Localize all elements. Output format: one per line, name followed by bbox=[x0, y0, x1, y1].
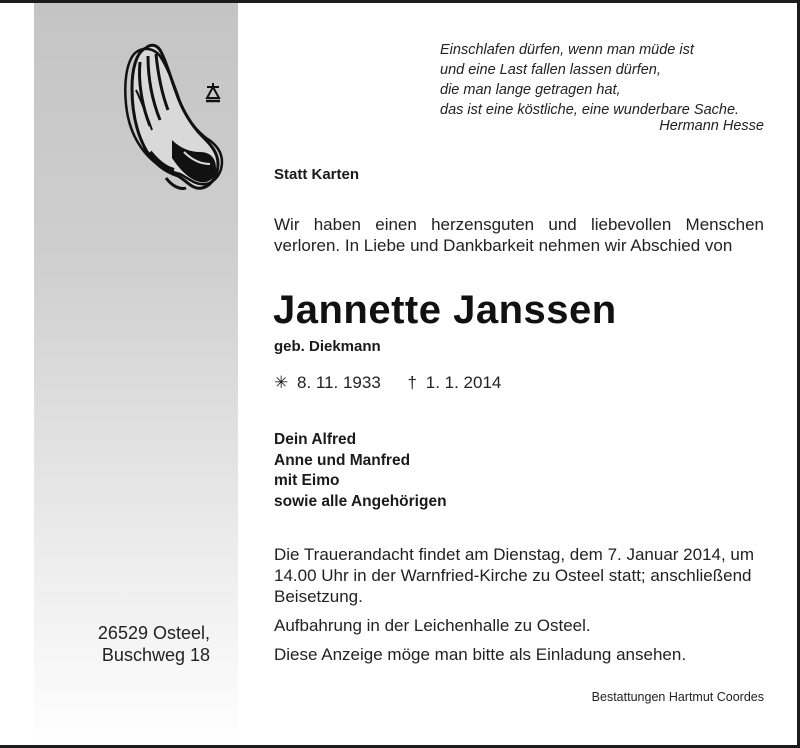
mourners-list bbox=[274, 430, 447, 512]
service-line: 14.00 Uhr in der Warnfried-Kirche zu Osteel statt; anschließend bbox=[274, 566, 752, 585]
address-line-2: Buschweg 18 bbox=[101, 645, 210, 665]
epigraph bbox=[440, 40, 766, 120]
epigraph-author: Hermann Hesse bbox=[659, 118, 764, 134]
epigraph-line: Einschlafen dürfen, wenn man müde ist bbox=[440, 42, 694, 58]
mourner-line: sowie alle Angehörigen bbox=[274, 492, 447, 510]
intro-line: Wir haben einen herzensguten und liebevollen Menschen bbox=[274, 215, 764, 234]
viewing-info: Aufbahrung in der Leichenhalle zu Osteel. bbox=[274, 616, 591, 635]
address-line-1: 26529 Osteel, bbox=[97, 623, 210, 643]
intro-text bbox=[274, 214, 764, 256]
service-line: Die Trauerandacht findet am Dienstag, dem 7. Januar 2014, um bbox=[274, 545, 755, 564]
service-info bbox=[274, 544, 766, 673]
birth-star-icon: ✳ bbox=[274, 373, 289, 392]
invitation-note: Diese Anzeige möge man bitte als Einladung ansehen. bbox=[274, 645, 687, 664]
service-line: Beisetzung. bbox=[274, 587, 363, 606]
deceased-name: Jannette Janssen bbox=[273, 288, 617, 332]
intro-line: verloren. In Liebe und Dankbarkeit nehmen wir Abschied von bbox=[274, 236, 733, 255]
death-date: 1. 1. 2014 bbox=[425, 373, 502, 392]
mourner-line: mit Eimo bbox=[274, 472, 340, 489]
epigraph-line: und eine Last fallen lassen dürfen, bbox=[440, 62, 661, 78]
birth-name: geb. Diekmann bbox=[274, 338, 381, 355]
epigraph-line: die man lange getragen hat, bbox=[440, 82, 621, 98]
mourner-line: Anne und Manfred bbox=[274, 451, 411, 469]
service-announcement bbox=[274, 544, 766, 607]
life-dates bbox=[274, 373, 505, 393]
epigraph-line: das ist eine köstliche, eine wunderbare Sache. bbox=[440, 102, 740, 118]
heading-statt-karten: Statt Karten bbox=[274, 166, 360, 183]
mourner-line: Dein Alfred bbox=[274, 431, 357, 448]
undertaker-credit: Bestattungen Hartmut Coordes bbox=[591, 690, 764, 704]
death-cross-icon: † bbox=[407, 373, 418, 392]
birth-date: 8. 11. 1933 bbox=[296, 373, 381, 392]
